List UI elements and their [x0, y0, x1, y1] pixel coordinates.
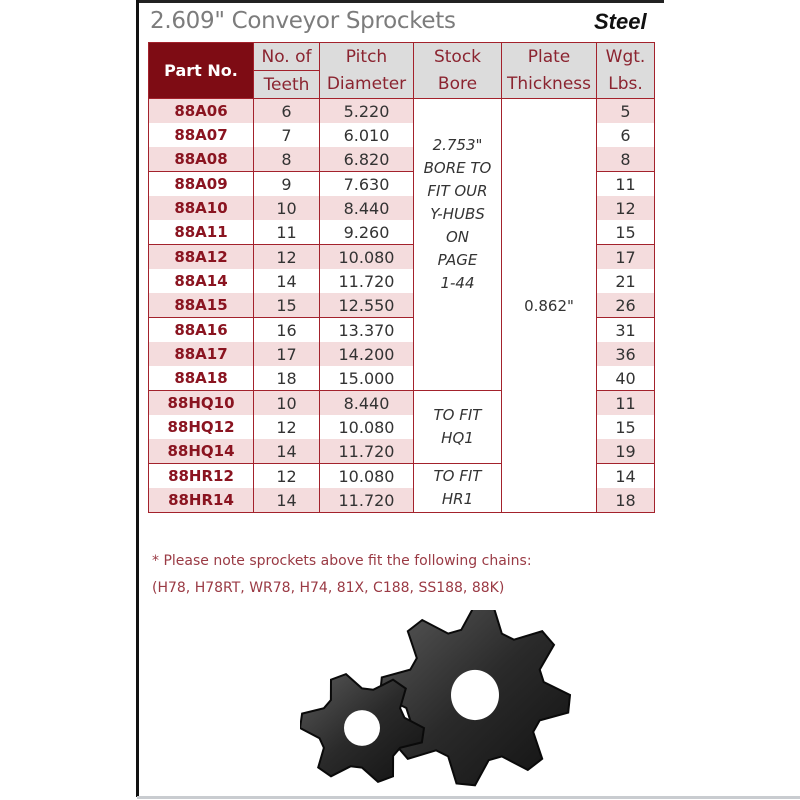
- header-bore-2: Bore: [414, 71, 502, 99]
- pitch-diameter: 7.630: [320, 172, 414, 197]
- teeth-count: 7: [254, 123, 320, 147]
- stock-bore-line: HR1: [441, 490, 474, 508]
- part-number: 88A12: [149, 245, 254, 270]
- part-number: 88A07: [149, 123, 254, 147]
- teeth-count: 14: [254, 269, 320, 293]
- teeth-count: 12: [254, 245, 320, 270]
- pitch-diameter: 5.220: [320, 99, 414, 124]
- weight-lbs: 5: [597, 99, 655, 124]
- pitch-diameter: 8.440: [320, 391, 414, 416]
- weight-lbs: 8: [597, 147, 655, 172]
- part-number: 88HR14: [149, 488, 254, 513]
- teeth-count: 8: [254, 147, 320, 172]
- weight-lbs: 40: [597, 366, 655, 391]
- stock-bore-line: 2.753": [432, 136, 483, 154]
- stock-bore-cell: [414, 391, 502, 464]
- teeth-count: 15: [254, 293, 320, 318]
- weight-lbs: 6: [597, 123, 655, 147]
- sprocket-image: [300, 610, 600, 795]
- weight-lbs: 26: [597, 293, 655, 318]
- weight-lbs: 18: [597, 488, 655, 513]
- header-pitch-1: Pitch: [320, 43, 414, 71]
- part-number: 88HQ10: [149, 391, 254, 416]
- sprocket-table: [148, 42, 655, 513]
- top-border: [137, 0, 664, 3]
- weight-lbs: 31: [597, 318, 655, 343]
- part-number: 88A15: [149, 293, 254, 318]
- part-number: 88A06: [149, 99, 254, 124]
- part-number: 88A16: [149, 318, 254, 343]
- teeth-count: 9: [254, 172, 320, 197]
- plate-thickness: 0.862": [502, 99, 597, 513]
- part-number: 88A17: [149, 342, 254, 366]
- pitch-diameter: 10.080: [320, 415, 414, 439]
- teeth-count: 17: [254, 342, 320, 366]
- teeth-count: 11: [254, 220, 320, 245]
- table-row: [149, 99, 655, 124]
- teeth-count: 10: [254, 196, 320, 220]
- stock-bore-line: HQ1: [441, 429, 474, 447]
- part-number: 88A08: [149, 147, 254, 172]
- part-number: 88HQ14: [149, 439, 254, 464]
- small-sprocket-icon: [300, 674, 424, 782]
- stock-bore-line: TO FIT: [433, 467, 482, 485]
- header-part-no: Part No.: [149, 43, 254, 99]
- stock-bore-line: Y-HUBS: [430, 205, 485, 223]
- teeth-count: 14: [254, 488, 320, 513]
- weight-lbs: 19: [597, 439, 655, 464]
- pitch-diameter: 12.550: [320, 293, 414, 318]
- stock-bore-line: BORE TO: [423, 159, 492, 177]
- stock-bore-cell: [414, 464, 502, 513]
- teeth-count: 18: [254, 366, 320, 391]
- pitch-diameter: 6.010: [320, 123, 414, 147]
- part-number: 88HQ12: [149, 415, 254, 439]
- stock-bore-cell: [414, 99, 502, 391]
- stock-bore-line: FIT OUR: [427, 182, 488, 200]
- part-number: 88A18: [149, 366, 254, 391]
- table-body: [149, 99, 655, 513]
- header-pitch-2: Diameter: [320, 71, 414, 99]
- pitch-diameter: 14.200: [320, 342, 414, 366]
- weight-lbs: 15: [597, 220, 655, 245]
- part-number: 88A14: [149, 269, 254, 293]
- pitch-diameter: 13.370: [320, 318, 414, 343]
- weight-lbs: 14: [597, 464, 655, 489]
- header-teeth-2: Teeth: [254, 71, 320, 99]
- part-number: 88A09: [149, 172, 254, 197]
- stock-bore-line: PAGE: [437, 251, 478, 269]
- header-plate-2: Thickness: [502, 71, 597, 99]
- header-wgt-1: Wgt.: [597, 43, 655, 71]
- weight-lbs: 17: [597, 245, 655, 270]
- stock-bore-line: TO FIT: [433, 406, 482, 424]
- material-label: Steel: [594, 9, 647, 34]
- teeth-count: 12: [254, 415, 320, 439]
- part-number: 88HR12: [149, 464, 254, 489]
- pitch-diameter: 6.820: [320, 147, 414, 172]
- teeth-count: 12: [254, 464, 320, 489]
- page-title: 2.609" Conveyor Sprockets: [150, 8, 456, 34]
- chain-list: (H78, H78RT, WR78, H74, 81X, C188, SS188, 88K): [152, 580, 505, 596]
- weight-lbs: 11: [597, 391, 655, 416]
- part-number: 88A10: [149, 196, 254, 220]
- pitch-diameter: 11.720: [320, 439, 414, 464]
- pitch-diameter: 15.000: [320, 366, 414, 391]
- teeth-count: 14: [254, 439, 320, 464]
- teeth-count: 16: [254, 318, 320, 343]
- weight-lbs: 36: [597, 342, 655, 366]
- stock-bore-line: ON: [445, 228, 470, 246]
- weight-lbs: 11: [597, 172, 655, 197]
- header-wgt-2: Lbs.: [597, 71, 655, 99]
- pitch-diameter: 11.720: [320, 269, 414, 293]
- left-border: [136, 0, 139, 797]
- header-teeth-1: No. of: [254, 43, 320, 71]
- teeth-count: 10: [254, 391, 320, 416]
- chain-note: * Please note sprockets above fit the following chains:: [152, 553, 532, 569]
- teeth-count: 6: [254, 99, 320, 124]
- pitch-diameter: 10.080: [320, 464, 414, 489]
- header-bore-1: Stock: [414, 43, 502, 71]
- weight-lbs: 12: [597, 196, 655, 220]
- pitch-diameter: 8.440: [320, 196, 414, 220]
- pitch-diameter: 11.720: [320, 488, 414, 513]
- part-number: 88A11: [149, 220, 254, 245]
- pitch-diameter: 10.080: [320, 245, 414, 270]
- header-plate-1: Plate: [502, 43, 597, 71]
- large-sprocket-icon: [380, 610, 570, 785]
- bottom-border: [137, 796, 800, 799]
- weight-lbs: 15: [597, 415, 655, 439]
- weight-lbs: 21: [597, 269, 655, 293]
- stock-bore-line: 1-44: [440, 274, 475, 292]
- pitch-diameter: 9.260: [320, 220, 414, 245]
